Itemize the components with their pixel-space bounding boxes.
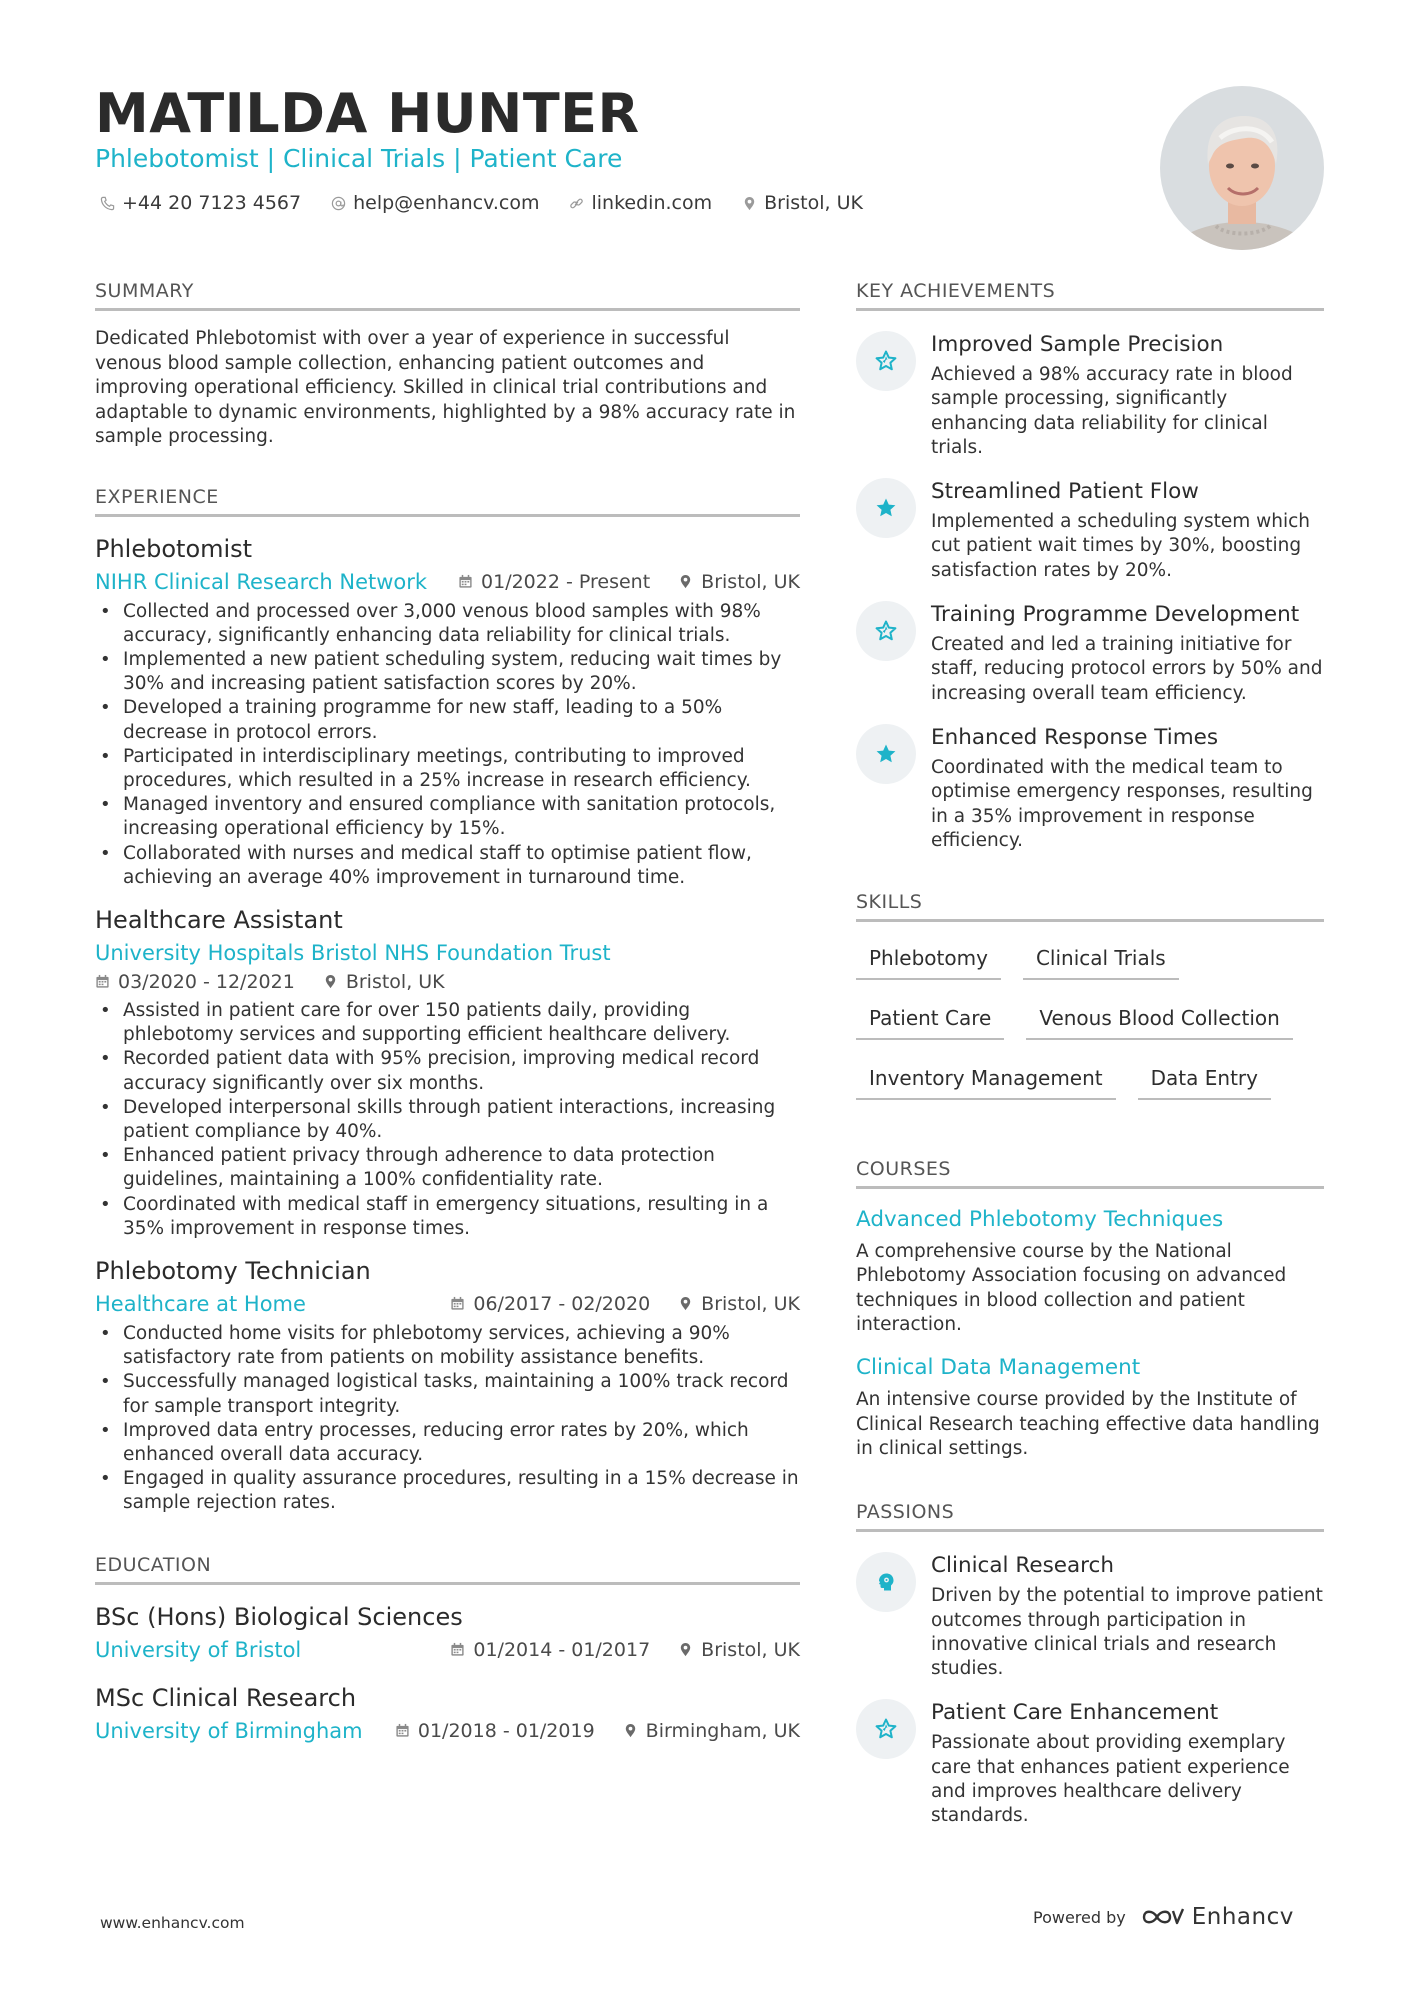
education-location: Birmingham, UK <box>623 1720 800 1742</box>
profile-photo <box>1160 86 1324 250</box>
location-pin-icon <box>678 574 693 589</box>
passion-title: Clinical Research <box>931 1553 1114 1579</box>
skill-tag: Inventory Management <box>856 1066 1116 1100</box>
list-item: • Collected and processed over 3,000 venous blood samples with 98% accuracy, significantly enhancing data reliability for clinical trials. <box>95 600 800 648</box>
course-title: Advanced Phlebotomy Techniques <box>856 1207 1224 1233</box>
job-company: Healthcare at Home <box>95 1291 306 1316</box>
job-location: Bristol, UK <box>323 971 445 993</box>
job-role: Healthcare Assistant <box>95 905 343 934</box>
list-item: • Assisted in patient care for over 150 patients daily, providing phlebotomy services and supporting efficient healthcare delivery. <box>95 999 800 1047</box>
education-degree: MSc Clinical Research <box>95 1683 357 1712</box>
achievement-item <box>856 478 1324 583</box>
footer-branding <box>1033 1904 1294 1930</box>
job-bullets <box>95 1322 800 1516</box>
summary-text: Dedicated Phlebotomist with over a year of experience in successful venous blood sample collection, enhancing patient outcomes and improving operational efficiency. Skilled in clinical trial contributions and adaptable to dynamic environments, highlighted by a 98% accuracy rate in sample processing. <box>95 328 796 447</box>
job-dates: 06/2017 - 02/2020 <box>450 1293 650 1315</box>
job-entry <box>95 1257 800 1516</box>
course-title: Clinical Data Management <box>856 1355 1141 1381</box>
calendar-icon <box>395 1723 410 1738</box>
course-desc: A comprehensive course by the National Phlebotomy Association focusing on advanced techniques in blood collection and patient interaction. <box>856 1241 1287 1336</box>
candidate-name: MATILDA HUNTER <box>95 82 640 145</box>
job-meta-row <box>95 971 800 993</box>
list-item: • Successfully managed logistical tasks, maintaining a 100% track record for sample transport integrity. <box>95 1370 800 1418</box>
star-outline-icon <box>874 349 898 373</box>
achievement-title: Enhanced Response Times <box>931 724 1219 750</box>
star-icon <box>874 496 898 520</box>
candidate-subtitle: Phlebotomist | Clinical Trials | Patient Care <box>95 144 623 173</box>
education-dates: 01/2014 - 01/2017 <box>450 1639 650 1661</box>
enhancv-logo-icon <box>1140 1905 1186 1929</box>
achievement-title: Improved Sample Precision <box>931 332 1224 357</box>
job-bullets <box>95 600 800 890</box>
right-column <box>856 280 1324 1829</box>
phone-icon <box>100 196 115 211</box>
passion-title: Patient Care Enhancement <box>931 1700 1219 1726</box>
achievement-title: Training Programme Development <box>931 602 1300 628</box>
skills-list <box>856 946 1324 1100</box>
star-outline-icon <box>874 1717 898 1741</box>
job-dates: 03/2020 - 12/2021 <box>95 971 295 993</box>
education-entry <box>95 1603 800 1662</box>
calendar-icon <box>450 1642 465 1657</box>
list-item: • Managed inventory and ensured compliance with sanitation protocols, increasing operational efficiency by 15%. <box>95 793 800 841</box>
achievement-desc: Coordinated with the medical team to optimise emergency responses, resulting in a 35% improvement in response efficiency. <box>931 756 1313 851</box>
list-item: • Collaborated with nurses and medical staff to optimise patient flow, achieving an average 40% improvement in turnaround time. <box>95 842 800 890</box>
star-icon <box>874 742 898 766</box>
job-role: Phlebotomy Technician <box>95 1256 371 1285</box>
passion-item <box>856 1699 1324 1828</box>
list-item: • Developed a training programme for new staff, leading to a 50% decrease in protocol errors. <box>95 696 800 744</box>
education-dates: 01/2018 - 01/2019 <box>395 1720 595 1742</box>
calendar-icon <box>458 574 473 589</box>
job-meta-row <box>95 570 800 594</box>
achievement-item <box>856 724 1324 853</box>
job-location: Bristol, UK <box>678 1293 800 1315</box>
link-icon <box>569 196 584 211</box>
skill-tag: Patient Care <box>856 1006 1004 1040</box>
star-outline-icon <box>874 619 898 643</box>
contact-phone[interactable] <box>100 192 301 214</box>
job-company: NIHR Clinical Research Network <box>95 569 428 594</box>
contact-email[interactable] <box>331 192 539 214</box>
contact-bar <box>100 192 863 214</box>
list-item: • Engaged in quality assurance procedures, resulting in a 15% decrease in sample rejection rates. <box>95 1467 800 1515</box>
list-item: • Conducted home visits for phlebotomy services, achieving a 90% satisfactory rate from patients on mobility assistance benefits. <box>95 1322 800 1370</box>
passion-desc: Driven by the potential to improve patient outcomes through participation in innovative clinical trials and research studies. <box>931 1585 1323 1680</box>
list-item: • Developed interpersonal skills through patient interactions, increasing patient compliance by 40%. <box>95 1096 800 1144</box>
portrait-illustration <box>1160 86 1324 250</box>
skill-tag: Data Entry <box>1138 1066 1271 1100</box>
list-item: • Recorded patient data with 95% precision, improving medical record accuracy significantly over six months. <box>95 1047 800 1095</box>
section-title-passions: PASSIONS <box>856 1501 1324 1532</box>
course-desc: An intensive course provided by the Institute of Clinical Research teaching effective data handling in clinical settings. <box>856 1389 1320 1459</box>
education-entry <box>95 1684 800 1743</box>
skill-tag: Clinical Trials <box>1023 946 1179 980</box>
calendar-icon <box>450 1296 465 1311</box>
job-role: Phlebotomist <box>95 534 253 563</box>
location-pin-icon <box>678 1642 693 1657</box>
course-item <box>856 1207 1324 1337</box>
job-bullets <box>95 999 800 1241</box>
list-item: • Implemented a new patient scheduling system, reducing wait times by 30% and increasing patient satisfaction scores by 20%. <box>95 648 800 696</box>
job-location: Bristol, UK <box>678 571 800 593</box>
powered-by-label: Powered by <box>1033 1907 1126 1927</box>
brand-name: Enhancv <box>1191 1904 1294 1930</box>
calendar-icon <box>95 974 110 989</box>
course-item <box>856 1355 1324 1461</box>
job-entry <box>95 906 800 1241</box>
list-item: • Improved data entry processes, reducing error rates by 20%, which enhanced overall data accuracy. <box>95 1419 800 1467</box>
achievement-desc: Achieved a 98% accuracy rate in blood sample processing, significantly enhancing data reliability for clinical trials. <box>931 364 1293 458</box>
achievement-item <box>856 601 1324 706</box>
location-pin-icon <box>323 974 338 989</box>
achievement-title: Streamlined Patient Flow <box>931 479 1199 505</box>
left-column <box>95 280 800 1743</box>
achievement-desc: Created and led a training initiative for staff, reducing protocol errors by 50% and increasing overall team efficiency. <box>931 634 1323 704</box>
education-meta-row <box>95 1719 800 1743</box>
education-school: University of Birmingham <box>95 1718 363 1743</box>
section-title-achievements: KEY ACHIEVEMENTS <box>856 280 1324 311</box>
passion-item <box>856 1552 1324 1681</box>
section-title-education: EDUCATION <box>95 1554 800 1585</box>
job-meta-row <box>95 1292 800 1316</box>
location-text: Bristol, UK <box>764 192 863 214</box>
section-title-courses: COURSES <box>856 1158 1324 1189</box>
brand-logo[interactable] <box>1140 1904 1294 1930</box>
skill-tag: Phlebotomy <box>856 946 1001 980</box>
list-item: • Participated in interdisciplinary meetings, contributing to improved procedures, which resulted in a 25% increase in research efficiency. <box>95 745 800 793</box>
location-pin-icon <box>742 196 757 211</box>
list-item: • Coordinated with medical staff in emergency situations, resulting in a 35% improvement in response times. <box>95 1193 800 1241</box>
education-degree: BSc (Hons) Biological Sciences <box>95 1602 463 1631</box>
job-company: University Hospitals Bristol NHS Foundation Trust <box>95 940 611 965</box>
location-pin-icon <box>623 1723 638 1738</box>
brain-icon <box>874 1570 898 1594</box>
achievement-item <box>856 331 1324 460</box>
section-title-summary: SUMMARY <box>95 280 800 311</box>
contact-location <box>742 192 863 214</box>
skill-tag: Venous Blood Collection <box>1026 1006 1293 1040</box>
job-entry <box>95 535 800 890</box>
contact-linkedin[interactable] <box>569 192 712 214</box>
linkedin-text: linkedin.com <box>591 192 713 214</box>
achievement-desc: Implemented a scheduling system which cut patient wait times by 30%, boosting satisfaction rates by 20%. <box>931 511 1311 581</box>
education-location: Bristol, UK <box>678 1639 800 1661</box>
phone-text: +44 20 7123 4567 <box>122 192 302 214</box>
list-item: • Enhanced patient privacy through adherence to data protection guidelines, maintaining a 100% confidentiality rate. <box>95 1144 800 1192</box>
footer-website[interactable]: www.enhancv.com <box>100 1914 245 1932</box>
section-title-experience: EXPERIENCE <box>95 486 800 517</box>
email-text: help@enhancv.com <box>353 192 540 214</box>
at-icon <box>331 196 346 211</box>
education-meta-row <box>95 1638 800 1662</box>
location-pin-icon <box>678 1296 693 1311</box>
job-dates: 01/2022 - Present <box>458 571 650 593</box>
section-title-skills: SKILLS <box>856 891 1324 922</box>
passion-desc: Passionate about providing exemplary care that enhances patient experience and improves healthcare delivery standards. <box>931 1732 1290 1827</box>
education-school: University of Bristol <box>95 1637 302 1662</box>
